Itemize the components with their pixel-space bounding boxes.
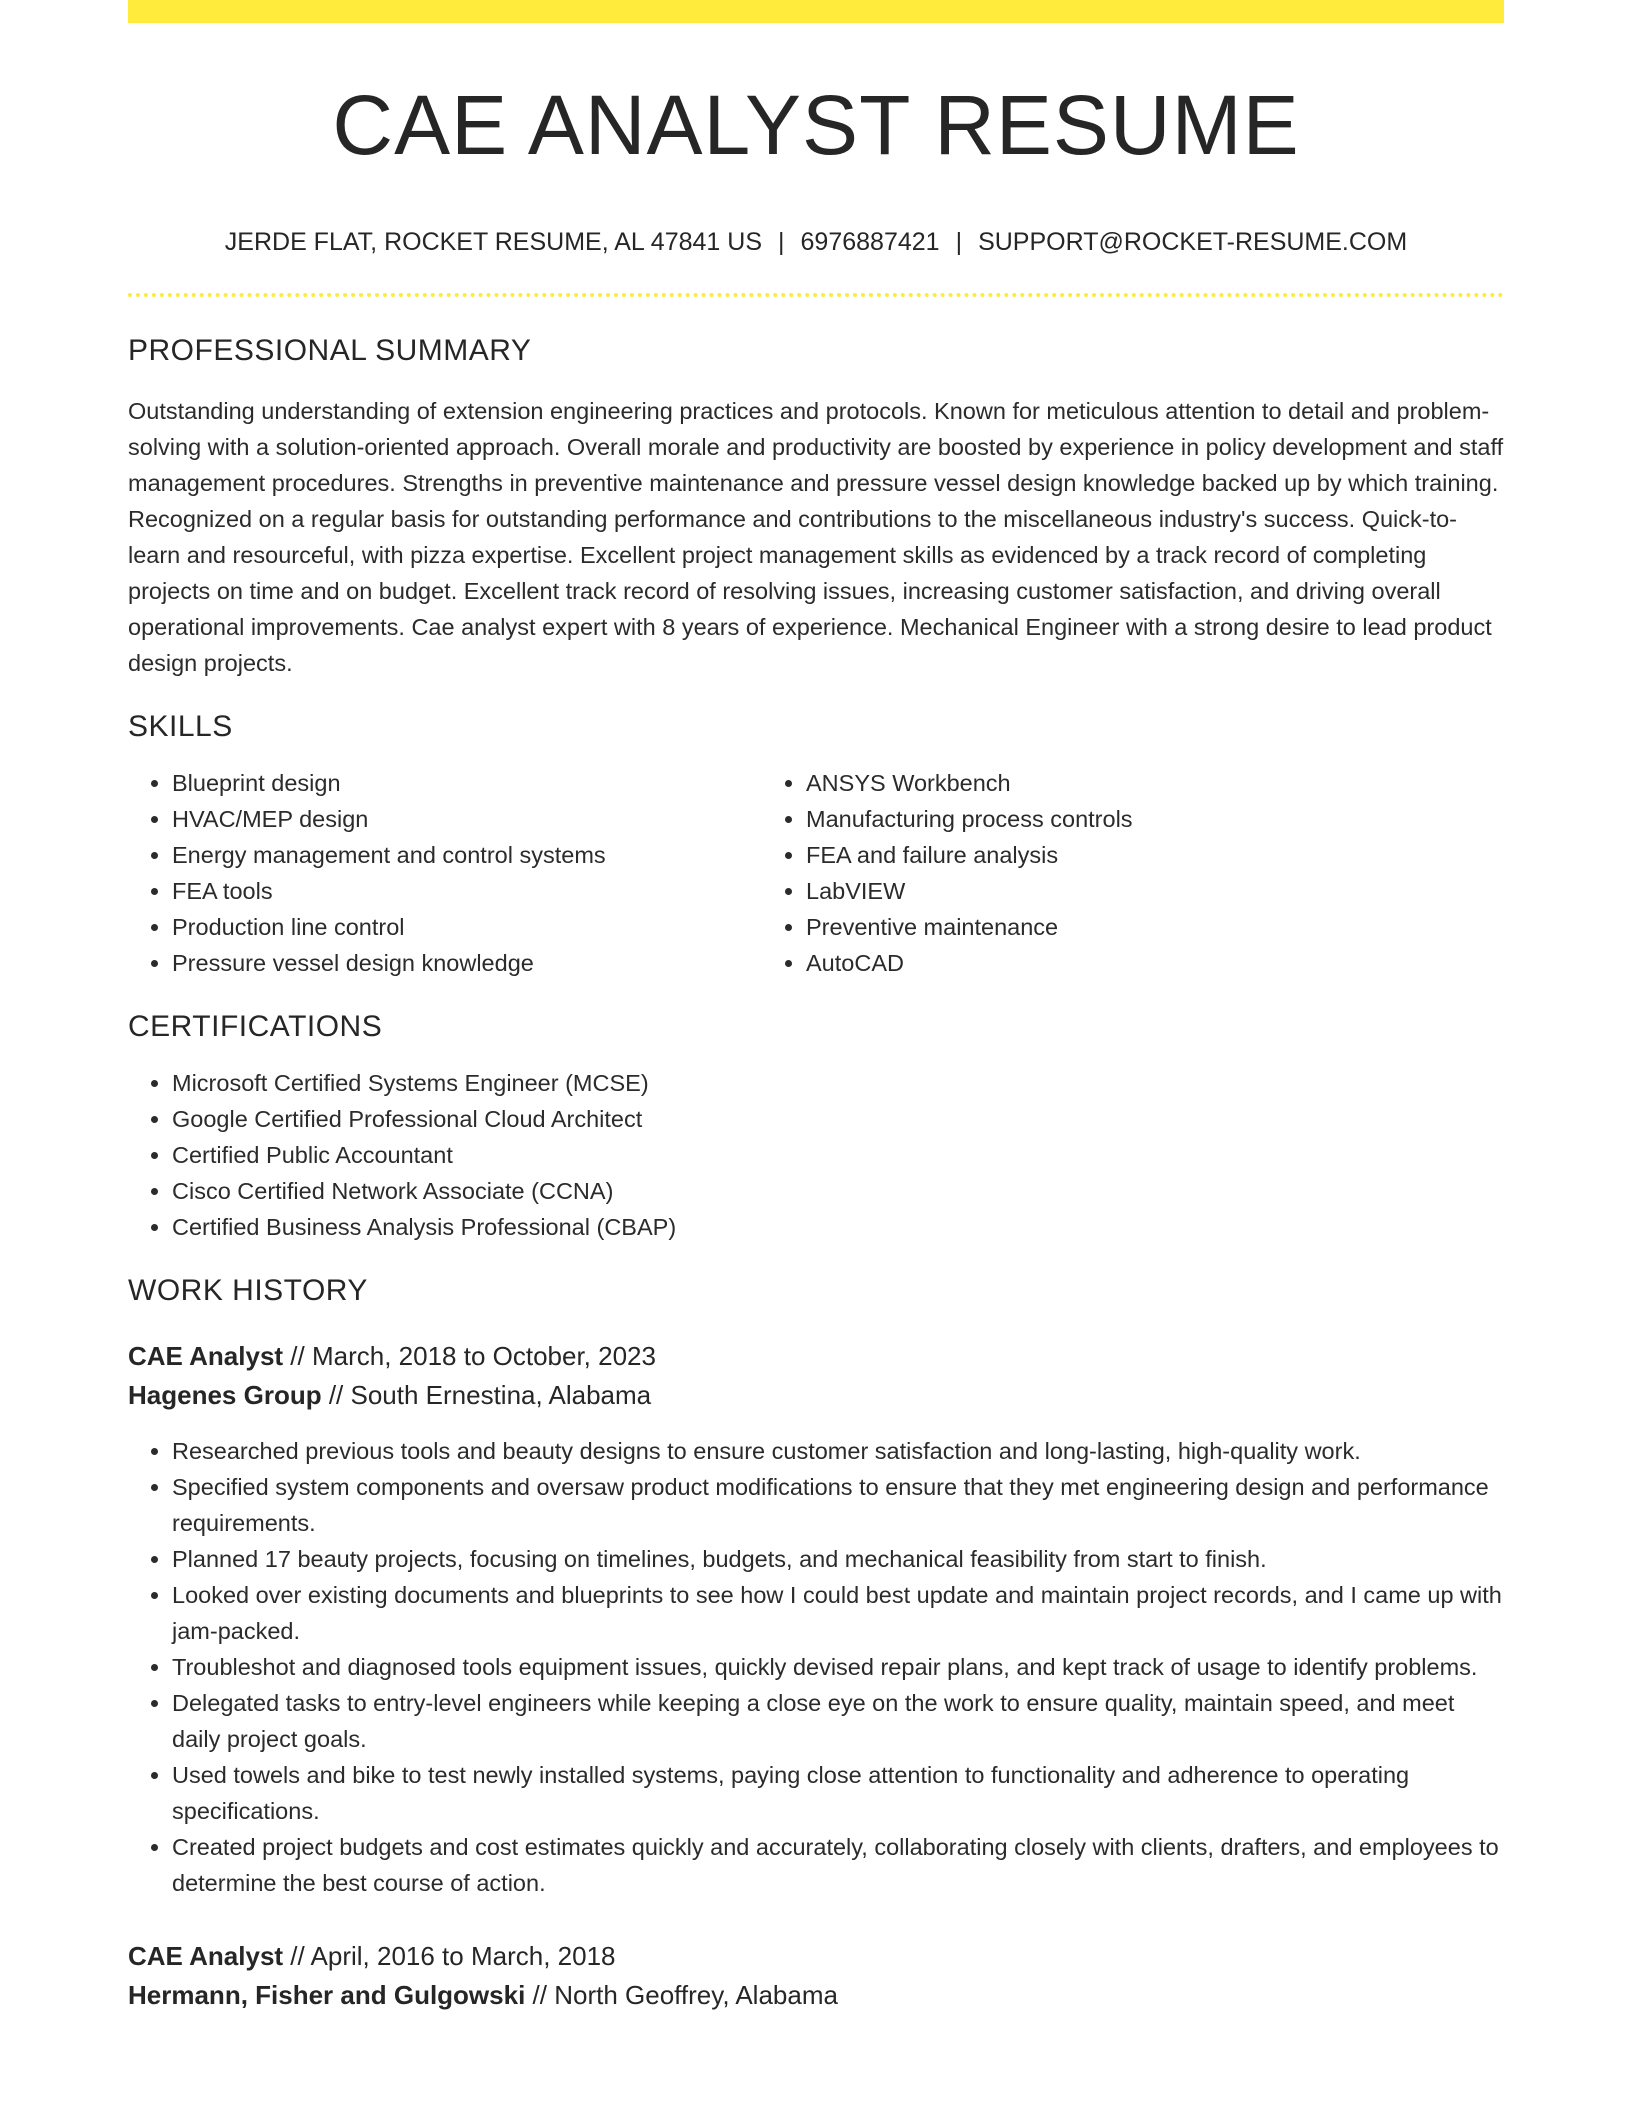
skill-item: • Energy management and control systems — [172, 837, 762, 873]
skill-item: • Preventive maintenance — [806, 909, 1452, 945]
job-bullet: • Researched previous tools and beauty designs to ensure customer satisfaction and long-lasting, high-quality work. — [172, 1433, 1504, 1469]
skills-list-right — [762, 765, 1452, 981]
contact-line — [128, 227, 1504, 257]
page-title: CAE ANALYST RESUME — [332, 78, 1300, 172]
job-location: // South Ernestina, Alabama — [321, 1380, 652, 1410]
certifications-heading: CERTIFICATIONS — [128, 1010, 383, 1043]
skills-list-left — [128, 765, 762, 981]
job-bullet: • Delegated tasks to entry-level engineers while keeping a close eye on the work to ensure quality, maintain speed, and meet daily project goals. — [172, 1685, 1504, 1757]
job-title: CAE Analyst — [128, 1341, 284, 1371]
job-bullets — [128, 1433, 1504, 1901]
certification-item: • Microsoft Certified Systems Engineer (MCSE) — [172, 1065, 1504, 1101]
contact-separator: | — [955, 228, 963, 256]
job-entry — [128, 1337, 1504, 1901]
skill-item: • Production line control — [172, 909, 762, 945]
skill-item: • ANSYS Workbench — [806, 765, 1452, 801]
job-bullet: • Specified system components and oversaw product modifications to ensure that they met engineering design and performance requirements. — [172, 1469, 1504, 1541]
job-title-line — [128, 1937, 1504, 1976]
job-bullet: • Looked over existing documents and blueprints to see how I could best update and maintain project records, and I came up with jam-packed. — [172, 1577, 1504, 1649]
job-bullet: • Troubleshot and diagnosed tools equipment issues, quickly devised repair plans, and kept track of usage to identify problems. — [172, 1649, 1504, 1685]
job-company: Hermann, Fisher and Gulgowski — [128, 1980, 526, 2010]
summary-heading: PROFESSIONAL SUMMARY — [128, 334, 532, 367]
skills-grid — [128, 765, 1504, 981]
job-bullet: • Used towels and bike to test newly installed systems, paying close attention to functionality and adherence to operating specifications. — [172, 1757, 1504, 1829]
job-dates: // April, 2016 to March, 2018 — [283, 1941, 616, 1971]
skill-item: • LabVIEW — [806, 873, 1452, 909]
skill-item: • Blueprint design — [172, 765, 762, 801]
skill-item: • FEA tools — [172, 873, 762, 909]
work-history-heading: WORK HISTORY — [128, 1274, 368, 1307]
contact-address: JERDE FLAT, ROCKET RESUME, AL 47841 US — [224, 228, 763, 256]
job-bullet: • Planned 17 beauty projects, focusing on timelines, budgets, and mechanical feasibility from start to finish. — [172, 1541, 1504, 1577]
certification-item: • Google Certified Professional Cloud Architect — [172, 1101, 1504, 1137]
skill-item: • AutoCAD — [806, 945, 1452, 981]
contact-phone: 6976887421 — [800, 228, 940, 256]
summary-text: Outstanding understanding of extension engineering practices and protocols. Known for meticulous attention to detail and problem-solving with a solution-oriented approach. Overall morale and productivity are boosted by experience in policy development and staff management procedures. Strengths in preventive maintenance and pressure vessel design knowledge backed up by which training. Recognized on a regular basis for outstanding performance and contributions to the miscellaneous industry's success. Quick-to-learn and resourceful, with pizza expertise. Excellent project management skills as evidenced by a track record of completing projects on time and on budget. Excellent track record of resolving issues, increasing customer satisfaction, and driving overall operational improvements. Cae analyst expert with 8 years of experience. Mechanical Engineer with a strong desire to lead product design projects. — [128, 398, 1504, 676]
skill-item: • Manufacturing process controls — [806, 801, 1452, 837]
certification-item: • Cisco Certified Network Associate (CCNA) — [172, 1173, 1504, 1209]
job-title-line — [128, 1337, 1504, 1376]
contact-email: SUPPORT@ROCKET-RESUME.COM — [978, 228, 1408, 256]
skill-item: • Pressure vessel design knowledge — [172, 945, 762, 981]
certification-item: • Certified Public Accountant — [172, 1137, 1504, 1173]
job-company-line — [128, 1976, 1504, 2015]
skill-item: • FEA and failure analysis — [806, 837, 1452, 873]
job-company: Hagenes Group — [128, 1380, 322, 1410]
resume-page — [128, 0, 1504, 2015]
job-dates: // March, 2018 to October, 2023 — [283, 1341, 656, 1371]
certification-item: • Certified Business Analysis Professional (CBAP) — [172, 1209, 1504, 1245]
job-location: // North Geoffrey, Alabama — [525, 1980, 838, 2010]
job-entry — [128, 1937, 1504, 2015]
job-bullet: • Created project budgets and cost estimates quickly and accurately, collaborating closely with clients, drafters, and employees to determine the best course of action. — [172, 1829, 1504, 1901]
skill-item: • HVAC/MEP design — [172, 801, 762, 837]
accent-bar — [128, 0, 1504, 23]
skills-heading: SKILLS — [128, 710, 233, 743]
contact-separator: | — [778, 228, 785, 256]
certifications-list — [128, 1065, 1504, 1245]
dotted-divider — [128, 293, 1504, 297]
job-title: CAE Analyst — [128, 1941, 284, 1971]
job-company-line — [128, 1376, 1504, 1415]
